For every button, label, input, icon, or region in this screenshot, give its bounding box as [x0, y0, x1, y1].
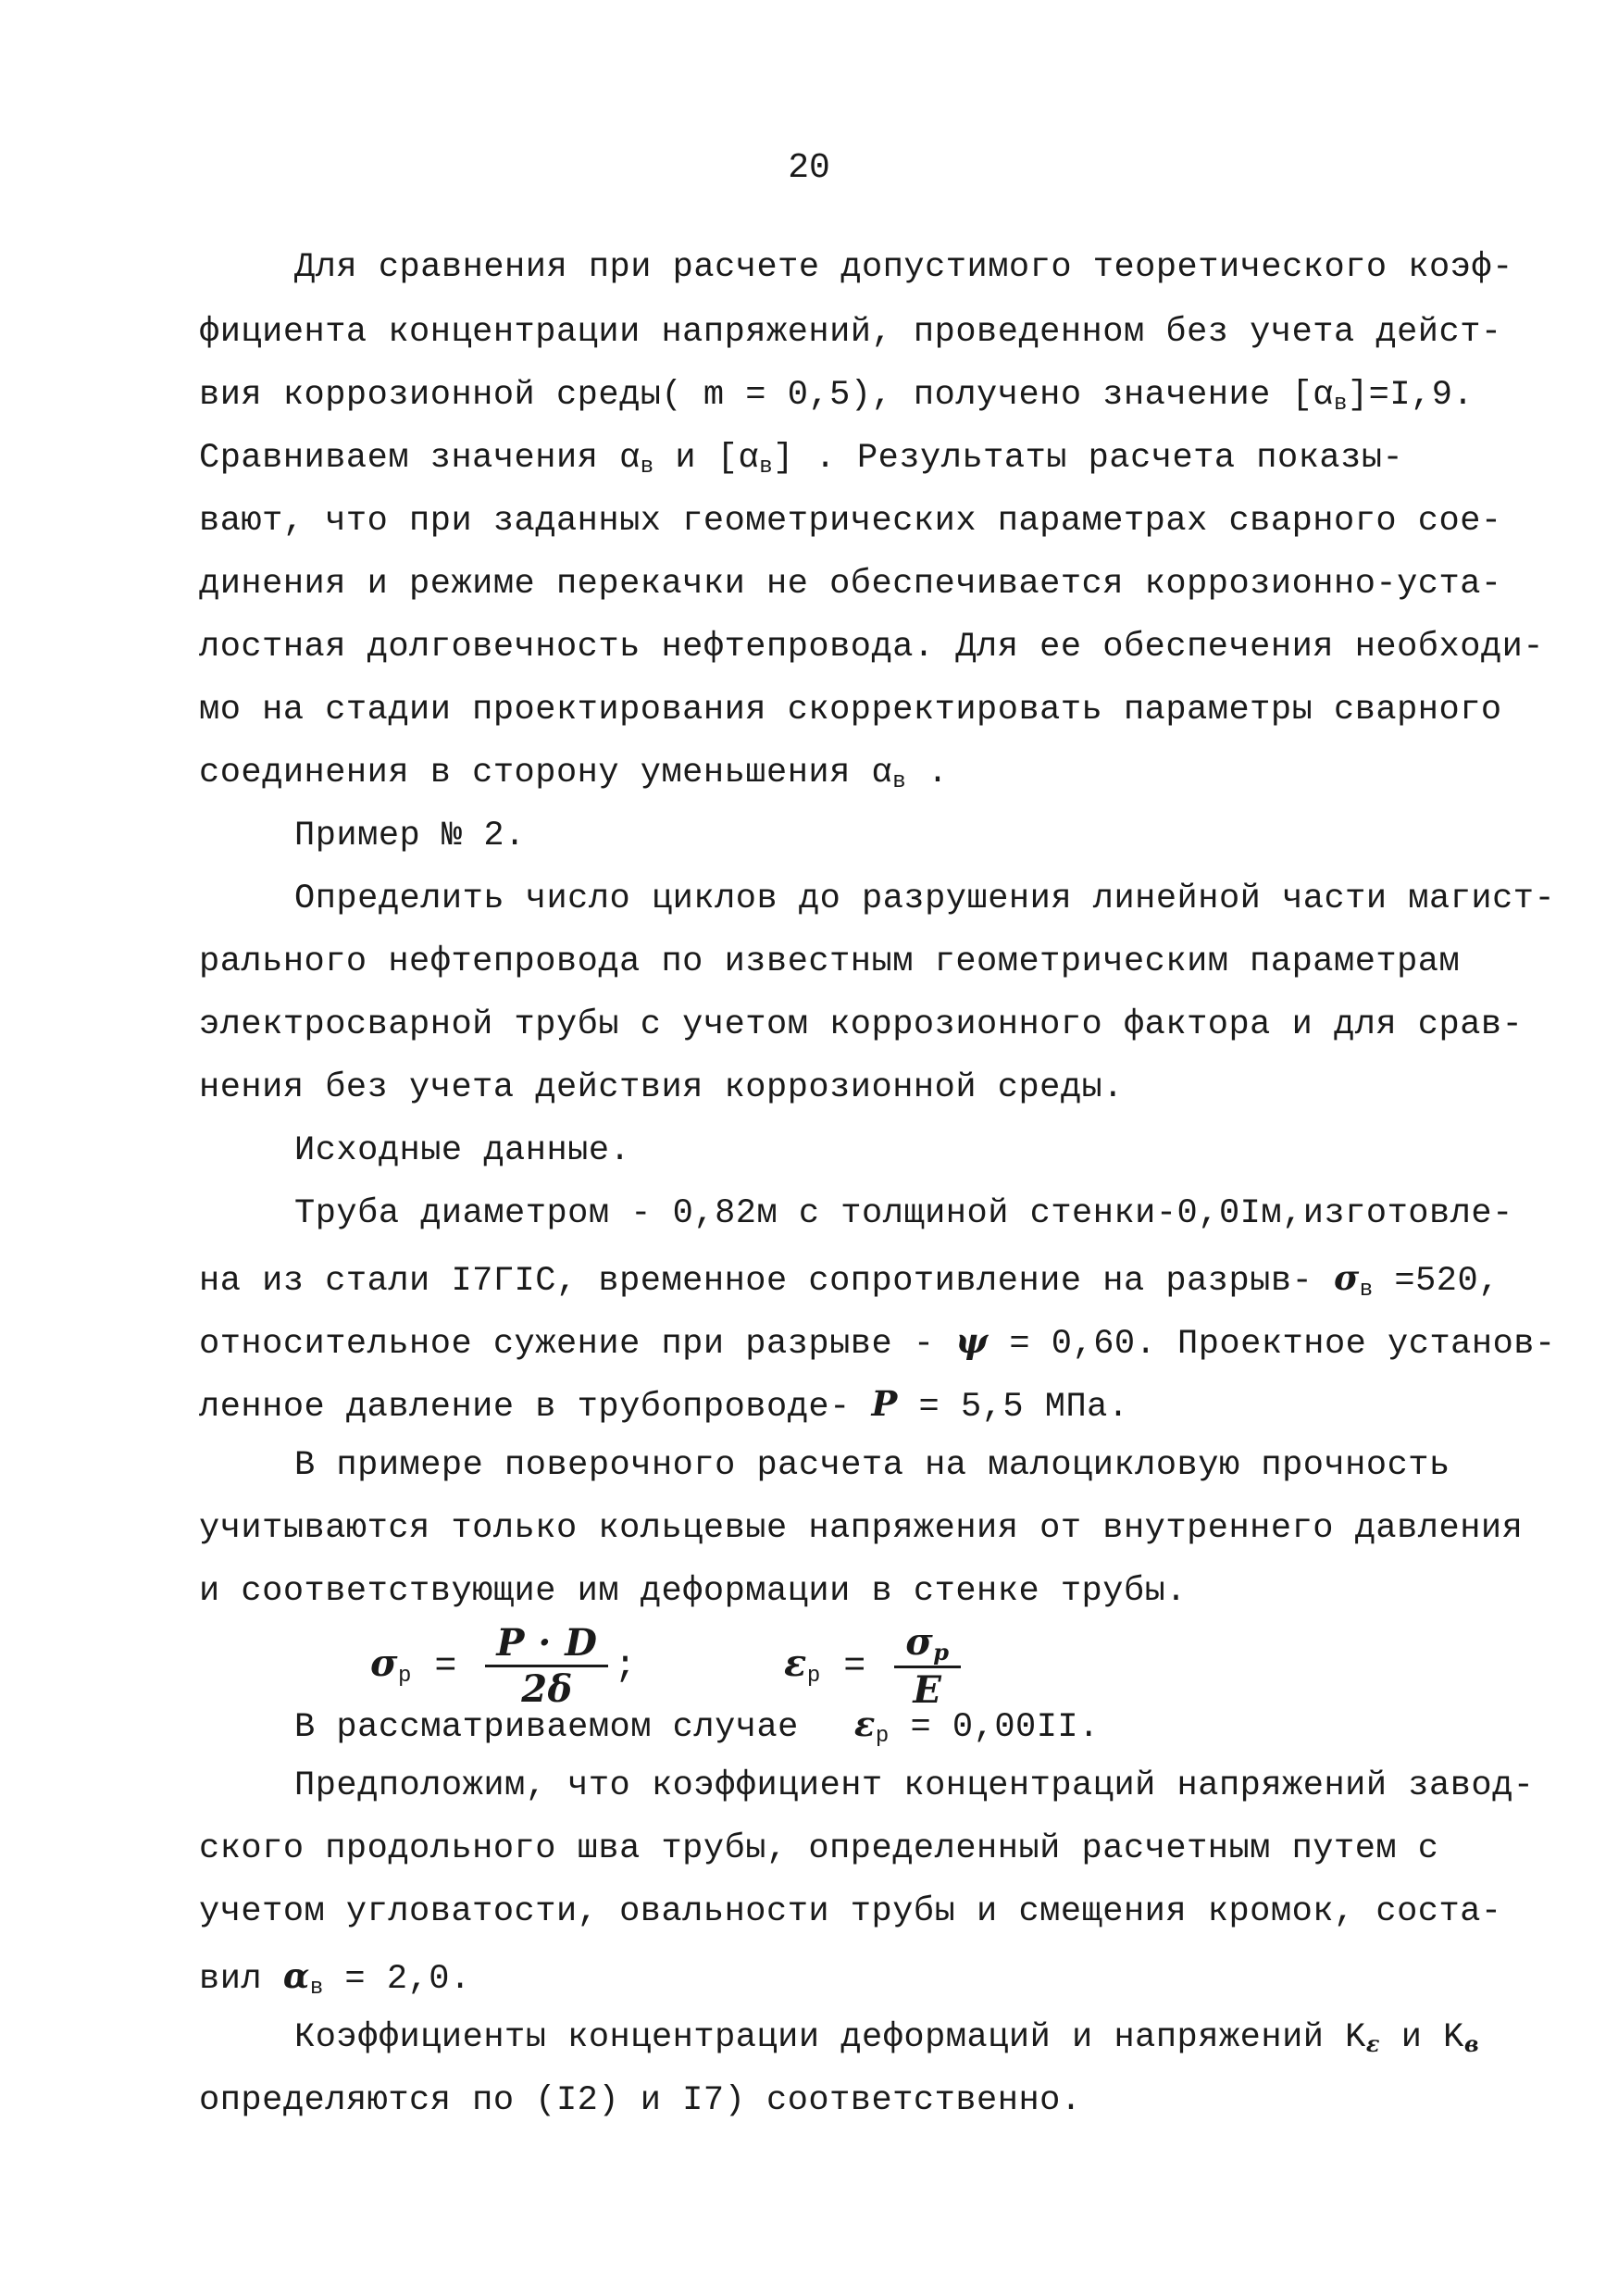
- text-line: учитываются только кольцевые напряжения от внутреннего давления: [199, 1509, 1524, 1548]
- page-number: 20: [788, 148, 830, 188]
- text-line: [199, 1955, 471, 2001]
- text-span: = 0,60. Проектное установ-: [988, 1325, 1556, 1364]
- denominator: E: [913, 1668, 942, 1712]
- subscript: в: [640, 455, 654, 480]
- subscript: p: [398, 1664, 412, 1690]
- numerator: [894, 1620, 960, 1668]
- text-line: определяются по (I2) и I7) соответственно.: [199, 2081, 1082, 2120]
- formula: [370, 1620, 966, 1712]
- text-span: Коэффициенты концентрации деформаций и напряжений K: [294, 2018, 1366, 2057]
- text-span: ]=I,9.: [1347, 376, 1475, 415]
- text-span: вил: [199, 1960, 283, 1999]
- text-line: [199, 1257, 1500, 1303]
- text-span: =520,: [1373, 1262, 1500, 1301]
- text-span: и [α: [653, 439, 760, 478]
- epsilon-symbol: ε: [784, 1641, 807, 1686]
- text-line: [294, 2018, 1479, 2057]
- alpha-symbol: α: [282, 1955, 310, 1996]
- subscript: p: [875, 1724, 890, 1749]
- separator: ;: [614, 1646, 637, 1689]
- text-line: [199, 1383, 1129, 1427]
- text-line: учетом угловатости, овальности трубы и смещения кромок, соста-: [199, 1892, 1502, 1931]
- epsilon-symbol: ε: [853, 1703, 876, 1744]
- subscript: в: [892, 769, 907, 794]
- equals: =: [820, 1646, 890, 1689]
- text-span: соединения в сторону уменьшения α: [199, 754, 893, 792]
- subscript: в: [1463, 2030, 1480, 2057]
- text-span: вия коррозионной среды( m = 0,5), получено значение [α: [199, 376, 1334, 415]
- subscript: ε: [1365, 2030, 1380, 2057]
- text-line: [199, 439, 1403, 480]
- text-line: вают, что при заданных геометрических параметрах сварного сое-: [199, 502, 1502, 541]
- text-span: = 2,0.: [323, 1960, 471, 1999]
- text-line: Для сравнения при расчете допустимого теоретического коэф-: [294, 248, 1513, 287]
- psi-symbol: ψ: [955, 1320, 989, 1361]
- numerator: P · D: [485, 1621, 608, 1667]
- text-line: и соответствующие им деформации в стенке трубы.: [199, 1572, 1188, 1611]
- text-line: рального нефтепровода по известным геометрическим параметрам: [199, 942, 1461, 981]
- text-line: электросварной трубы с учетом коррозионного фактора и для срав-: [199, 1005, 1524, 1044]
- text-line: Труба диаметром - 0,82м с толщиной стенки-0,0Iм,изготовле-: [294, 1194, 1513, 1233]
- text-span: .: [906, 754, 949, 792]
- text-span: Сравниваем значения α: [199, 439, 641, 478]
- denominator: 2δ: [521, 1667, 573, 1711]
- subscript: в: [1359, 1278, 1374, 1303]
- text-line: [294, 1703, 1100, 1749]
- text-line: лостная долговечность нефтепровода. Для ее обеспечения необходи-: [199, 628, 1545, 667]
- text-line: ского продольного шва трубы, определенный расчетным путем с: [199, 1829, 1439, 1868]
- text-line: фициента концентрации напряжений, проведенном без учета дейст-: [199, 313, 1502, 352]
- pressure-symbol: P: [871, 1383, 898, 1424]
- sigma-symbol: σ: [905, 1620, 934, 1664]
- text-span: ] . Результаты расчета показы-: [773, 439, 1404, 478]
- text-line: нения без учета действия коррозионной среды.: [199, 1068, 1124, 1107]
- subscript: p: [806, 1664, 821, 1690]
- text-line: [199, 1320, 1556, 1364]
- equals: =: [411, 1646, 480, 1689]
- text-line: [199, 754, 949, 794]
- text-span: на из стали I7ГIС, временное сопротивление на разрыв-: [199, 1262, 1334, 1301]
- text-span: = 0,00II.: [889, 1708, 1100, 1747]
- text-line: мо на стадии проектирования скорректировать параметры сварного: [199, 691, 1502, 730]
- subscript: p: [933, 1639, 950, 1666]
- text-line: динения и режиме перекачки не обеспечивается коррозионно-уста-: [199, 565, 1502, 604]
- subscript: в: [759, 455, 774, 480]
- text-line: Определить число циклов до разрушения линейной части магист-: [294, 880, 1556, 918]
- subscript: в: [1334, 392, 1348, 417]
- fraction: [894, 1620, 960, 1712]
- subscript: в: [309, 1976, 324, 2001]
- text-span: и K: [1379, 2018, 1464, 2057]
- text-span: В рассматриваемом случае: [294, 1708, 799, 1747]
- example-title: Пример № 2.: [294, 817, 526, 855]
- initial-data-title: Исходные данные.: [294, 1131, 631, 1170]
- sigma-symbol: σ: [1334, 1257, 1360, 1298]
- sigma-symbol: σ: [370, 1641, 398, 1686]
- text-line: В примере поверочного расчета на малоцикловую прочность: [294, 1446, 1450, 1485]
- text-span: = 5,5 МПа.: [897, 1388, 1129, 1427]
- text-line: [199, 376, 1474, 417]
- text-span: ленное давление в трубопроводе-: [199, 1388, 872, 1427]
- fraction: [485, 1621, 608, 1711]
- text-line: Предположим, что коэффициент концентраций напряжений завод-: [294, 1766, 1535, 1805]
- text-span: относительное сужение при разрыве -: [199, 1325, 956, 1364]
